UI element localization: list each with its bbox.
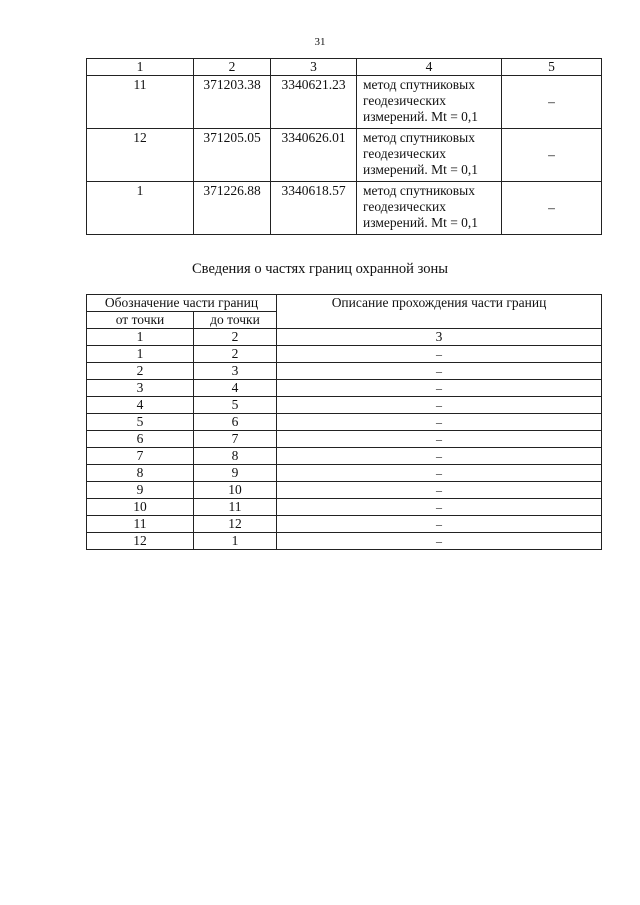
table-row (87, 380, 602, 397)
to-point-header: до точки (194, 312, 277, 329)
table-row (87, 76, 602, 129)
boundary-part-description-header: Описание прохождения части границ (277, 295, 602, 329)
point-number: 12 (87, 129, 194, 182)
to-point: 10 (194, 482, 277, 499)
from-point: 1 (87, 346, 194, 363)
part-description: – (277, 533, 602, 550)
column-number-1: 1 (87, 59, 194, 76)
determination-method (357, 182, 502, 235)
y-coordinate: 3340626.01 (271, 129, 357, 182)
from-point: 12 (87, 533, 194, 550)
from-point: 9 (87, 482, 194, 499)
part-description: – (277, 448, 602, 465)
determination-method (357, 76, 502, 129)
to-point: 3 (194, 363, 277, 380)
to-point: 2 (194, 346, 277, 363)
table-row (87, 431, 602, 448)
table-row (87, 499, 602, 516)
from-point-header: от точки (87, 312, 194, 329)
point-number: 1 (87, 182, 194, 235)
table-row (87, 533, 602, 550)
from-point: 4 (87, 397, 194, 414)
page-number: 31 (314, 36, 326, 48)
column-number-5: 5 (502, 59, 602, 76)
table-row (87, 346, 602, 363)
coordinates-table (86, 58, 602, 235)
method-line: геодезических (363, 93, 446, 108)
numbering-cell-1: 1 (87, 329, 194, 346)
coordinates-header-row (87, 59, 602, 76)
y-coordinate: 3340618.57 (271, 182, 357, 235)
to-point: 7 (194, 431, 277, 448)
x-coordinate: 371226.88 (194, 182, 271, 235)
from-point: 3 (87, 380, 194, 397)
boundary-parts-table (86, 294, 602, 550)
method-line: геодезических (363, 199, 446, 214)
note-cell: – (502, 182, 602, 235)
x-coordinate: 371205.05 (194, 129, 271, 182)
table-row (87, 448, 602, 465)
y-coordinate: 3340621.23 (271, 76, 357, 129)
note-cell: – (502, 76, 602, 129)
part-description: – (277, 499, 602, 516)
part-description: – (277, 363, 602, 380)
method-line: метод спутниковых (363, 77, 475, 92)
section-title: Сведения о частях границ охранной зоны (192, 261, 448, 277)
method-line: геодезических (363, 146, 446, 161)
determination-method (357, 129, 502, 182)
from-point: 6 (87, 431, 194, 448)
column-number-2: 2 (194, 59, 271, 76)
method-line: метод спутниковых (363, 183, 475, 198)
point-number: 11 (87, 76, 194, 129)
method-line: измерений. Mt = 0,1 (363, 162, 479, 177)
part-description: – (277, 346, 602, 363)
table-row (87, 182, 602, 235)
x-coordinate: 371203.38 (194, 76, 271, 129)
boundary-part-designation-header: Обозначение части границ (87, 295, 277, 312)
note-cell: – (502, 129, 602, 182)
to-point: 4 (194, 380, 277, 397)
method-line: измерений. Mt = 0,1 (363, 109, 479, 124)
part-description: – (277, 431, 602, 448)
table-row (87, 363, 602, 380)
to-point: 11 (194, 499, 277, 516)
table-row (87, 482, 602, 499)
part-description: – (277, 397, 602, 414)
from-point: 11 (87, 516, 194, 533)
from-point: 2 (87, 363, 194, 380)
table-row (87, 129, 602, 182)
from-point: 5 (87, 414, 194, 431)
to-point: 1 (194, 533, 277, 550)
method-line: метод спутниковых (363, 130, 475, 145)
table-row (87, 465, 602, 482)
parts-numbering-row (87, 329, 602, 346)
to-point: 12 (194, 516, 277, 533)
method-line: измерений. Mt = 0,1 (363, 215, 479, 230)
part-description: – (277, 516, 602, 533)
part-description: – (277, 482, 602, 499)
parts-header-row-1 (87, 295, 602, 312)
to-point: 5 (194, 397, 277, 414)
table-row (87, 516, 602, 533)
numbering-cell-3: 3 (277, 329, 602, 346)
part-description: – (277, 414, 602, 431)
to-point: 9 (194, 465, 277, 482)
part-description: – (277, 465, 602, 482)
table-row (87, 397, 602, 414)
to-point: 6 (194, 414, 277, 431)
numbering-cell-2: 2 (194, 329, 277, 346)
column-number-3: 3 (271, 59, 357, 76)
part-description: – (277, 380, 602, 397)
column-number-4: 4 (357, 59, 502, 76)
from-point: 7 (87, 448, 194, 465)
from-point: 10 (87, 499, 194, 516)
to-point: 8 (194, 448, 277, 465)
from-point: 8 (87, 465, 194, 482)
table-row (87, 414, 602, 431)
